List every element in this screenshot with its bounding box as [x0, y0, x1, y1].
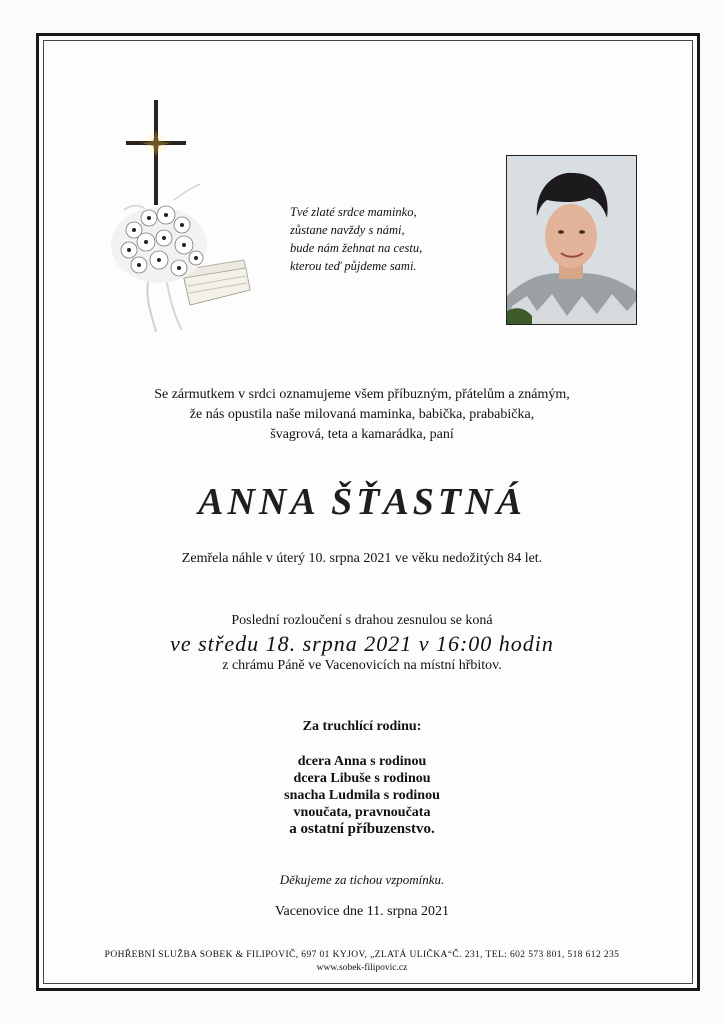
- announcement-line: švagrová, teta a kamarádka, paní: [270, 427, 454, 442]
- portrait-photo: [506, 155, 637, 325]
- thanks: Děkujeme za tichou vzpomínku.: [279, 872, 445, 887]
- family-member: dcera Libuše s rodinou: [293, 771, 431, 786]
- poem-line: kterou teď půjdeme sami.: [290, 259, 417, 273]
- cross-flowers-decoration: [104, 100, 254, 335]
- family-members: [0, 753, 724, 838]
- place-date: Vacenovice dne 11. srpna 2021: [274, 904, 450, 919]
- footer-website[interactable]: www.sobek-filipovic.cz: [316, 963, 408, 973]
- cross-icon: [126, 100, 186, 205]
- family-member: vnoučata, pravnoučata: [293, 805, 431, 820]
- announcement: [0, 385, 724, 445]
- family-title: Za truchlící rodinu:: [302, 719, 422, 734]
- deceased-name: ANNA ŠŤASTNÁ: [198, 481, 526, 523]
- death-notice: Zemřela náhle v úterý 10. srpna 2021 ve věku nedožitých 84 let.: [181, 551, 543, 566]
- poem: [290, 203, 490, 275]
- farewell-intro: Poslední rozloučení s drahou zesnulou se koná: [231, 613, 493, 628]
- portrait-image: [507, 156, 636, 324]
- announcement-line: že nás opustila naše milovaná maminka, babička, prababička,: [189, 407, 535, 422]
- poem-line: bude nám žehnat na cestu,: [290, 241, 423, 255]
- family-member: a ostatní příbuzenstvo.: [289, 821, 435, 837]
- poem-line: zůstane navždy s námi,: [290, 223, 405, 237]
- family-member: dcera Anna s rodinou: [297, 754, 427, 769]
- family-member: snacha Ludmila s rodinou: [284, 788, 440, 803]
- flower-bouquet-icon: [111, 184, 207, 332]
- announcement-line: Se zármutkem v srdci oznamujeme všem příbuzným, přátelům a známým,: [154, 387, 570, 402]
- farewell-place: z chrámu Páně ve Vacenovicích na místní hřbitov.: [222, 658, 502, 673]
- poem-line: Tvé zlaté srdce maminko,: [290, 205, 417, 219]
- footer-company: POHŘEBNÍ SLUŽBA SOBEK & FILIPOVIČ, 697 01 KYJOV, „ZLATÁ ULIČKA“Č. 231, TEL: 602 573 801, 518 612 235: [104, 950, 620, 960]
- farewell-date: ve středu 18. srpna 2021 v 16:00 hodin: [170, 631, 554, 656]
